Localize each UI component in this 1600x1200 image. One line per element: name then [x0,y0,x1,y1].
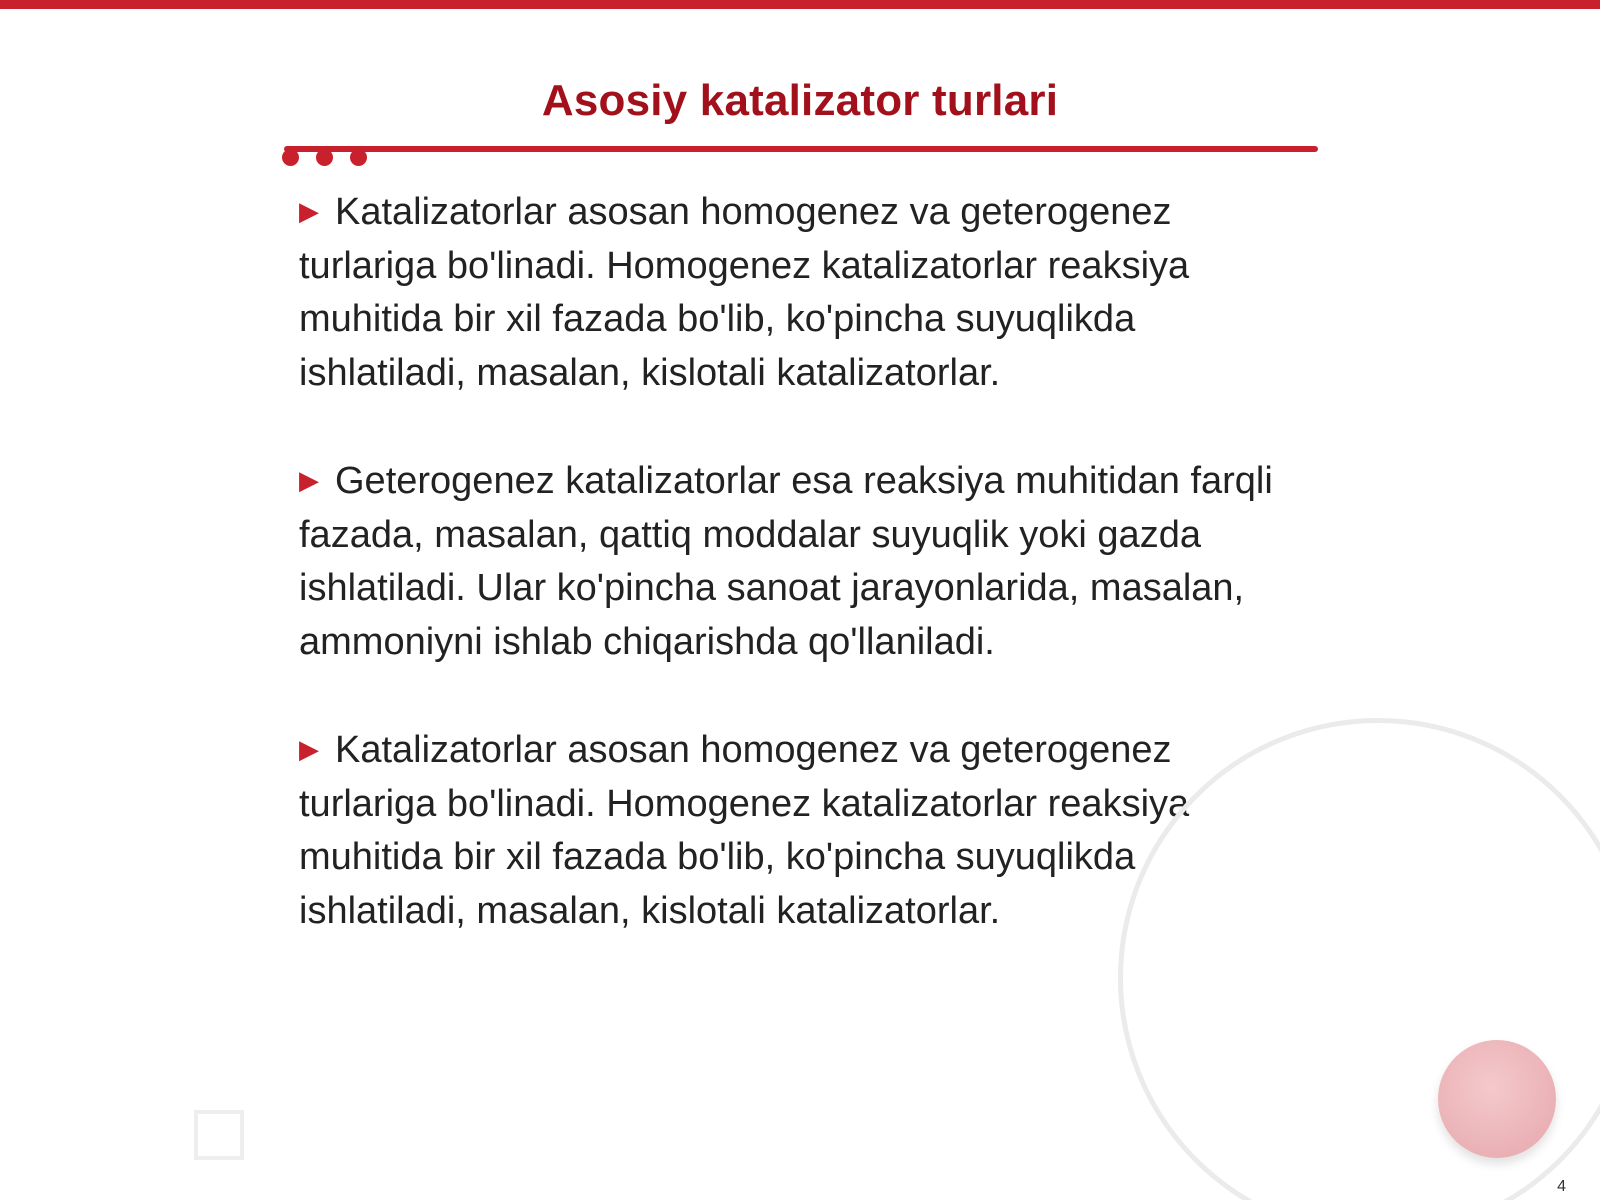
decor-pink-circle [1438,1040,1556,1158]
title-decor-dots [282,149,367,167]
triangle-bullet-icon: ▶ [299,734,319,764]
triangle-bullet-icon: ▶ [299,196,319,226]
decor-dot [350,149,367,166]
bullet-item [299,185,1279,400]
bullet-item [299,723,1279,938]
decor-square-outline [194,1110,244,1160]
slide-title: Asosiy katalizator turlari [541,76,1059,125]
triangle-bullet-icon: ▶ [299,465,319,495]
decor-dot [316,149,333,166]
title-underline [284,146,1318,152]
bullet-list [299,185,1279,992]
page-number: 4 [1557,1178,1566,1195]
decor-dot [282,149,299,166]
top-accent-bar [0,0,1600,9]
bullet-text: Katalizatorlar asosan homogenez va geterogenez turlariga bo'linadi. Homogenez katalizatorlar reaksiya muhitida bir xil fazada bo'lib, ko'pincha suyuqlikda ishlatiladi, masalan, kislotali katalizatorlar. [299,191,1190,394]
bullet-text: Geterogenez katalizatorlar esa reaksiya muhitidan farqli fazada, masalan, qattiq moddalar suyuqlik yoki gazda ishlatiladi. Ular ko'pincha sanoat jarayonlarida, masalan, ammoniyni ishlab chiqarishda qo'llaniladi. [299,460,1273,663]
bullet-text: Katalizatorlar asosan homogenez va geterogenez turlariga bo'linadi. Homogenez katalizatorlar reaksiya muhitida bir xil fazada bo'lib, ko'pincha suyuqlikda ishlatiladi, masalan, kislotali katalizatorlar. [299,729,1190,932]
bullet-item [299,454,1279,669]
